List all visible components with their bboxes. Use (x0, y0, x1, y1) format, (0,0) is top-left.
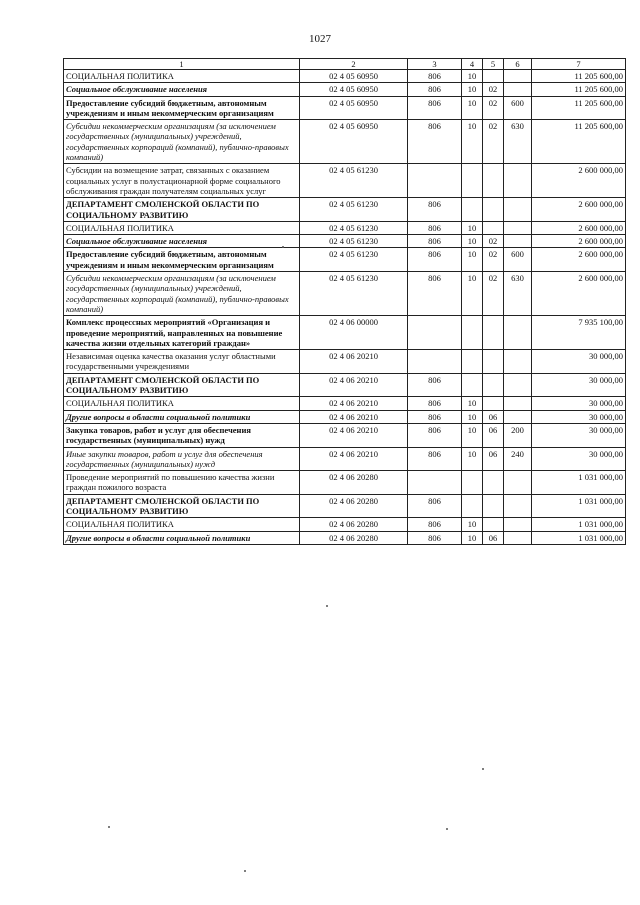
table-row (64, 471, 626, 495)
header-col-2: 2 (300, 59, 408, 70)
row-name-cell: Иные закупки товаров, работ и услуг для обеспечения государственных (муниципальных) нужд (64, 447, 300, 471)
header-col-7: 7 (532, 59, 626, 70)
row-amount-cell: 30 000,00 (532, 410, 626, 423)
header-col-3: 3 (408, 59, 462, 70)
row-col3-cell: 806 (408, 423, 462, 447)
table-row (64, 316, 626, 350)
row-code-cell: 02 4 06 20210 (300, 423, 408, 447)
row-name-cell: Социальное обслуживание населения (64, 83, 300, 96)
table-row (64, 447, 626, 471)
row-col4-cell: 10 (462, 221, 483, 234)
row-amount-cell: 30 000,00 (532, 350, 626, 374)
row-name-cell: СОЦИАЛЬНАЯ ПОЛИТИКА (64, 397, 300, 410)
row-code-cell: 02 4 06 20210 (300, 410, 408, 423)
row-col6-cell (504, 397, 532, 410)
row-col5-cell (483, 518, 504, 531)
row-amount-cell: 2 600 000,00 (532, 248, 626, 272)
table-row (64, 235, 626, 248)
row-col6-cell: 240 (504, 447, 532, 471)
row-col4-cell: 10 (462, 397, 483, 410)
row-name-cell: Другие вопросы в области социальной политики (64, 410, 300, 423)
row-col3-cell: 806 (408, 397, 462, 410)
row-amount-cell: 30 000,00 (532, 423, 626, 447)
page-number: 1027 (309, 33, 331, 45)
row-col5-cell: 02 (483, 120, 504, 164)
row-col3-cell (408, 164, 462, 198)
scan-speck (244, 870, 246, 872)
row-code-cell: 02 4 06 20280 (300, 531, 408, 544)
row-col4-cell (462, 198, 483, 222)
row-col4-cell: 10 (462, 96, 483, 120)
row-col3-cell: 806 (408, 96, 462, 120)
row-col3-cell: 806 (408, 272, 462, 316)
row-col6-cell: 200 (504, 423, 532, 447)
row-code-cell: 02 4 06 00000 (300, 316, 408, 350)
row-code-cell: 02 4 06 20280 (300, 518, 408, 531)
table-row (64, 272, 626, 316)
row-code-cell: 02 4 06 20210 (300, 373, 408, 397)
scan-speck (446, 828, 448, 830)
row-col5-cell (483, 164, 504, 198)
table-row (64, 221, 626, 234)
row-col5-cell (483, 198, 504, 222)
row-name-cell: Предоставление субсидий бюджетным, автономным учреждениям и иным некоммерческим организациям (64, 248, 300, 272)
row-col5-cell (483, 350, 504, 374)
row-name-cell: ДЕПАРТАМЕНТ СМОЛЕНСКОЙ ОБЛАСТИ ПО СОЦИАЛЬНОМУ РАЗВИТИЮ (64, 198, 300, 222)
table-row (64, 198, 626, 222)
row-amount-cell: 30 000,00 (532, 447, 626, 471)
scan-speck (108, 826, 110, 828)
table-row (64, 518, 626, 531)
row-code-cell: 02 4 05 61230 (300, 198, 408, 222)
row-col6-cell: 600 (504, 96, 532, 120)
table-row (64, 248, 626, 272)
row-col5-cell: 02 (483, 96, 504, 120)
row-col6-cell (504, 518, 532, 531)
row-name-cell: Независимая оценка качества оказания услуг областными государственными учреждениями (64, 350, 300, 374)
row-code-cell: 02 4 05 61230 (300, 221, 408, 234)
row-col4-cell: 10 (462, 248, 483, 272)
table-row (64, 531, 626, 544)
row-col4-cell (462, 471, 483, 495)
row-col6-cell (504, 164, 532, 198)
table-row (64, 164, 626, 198)
row-col5-cell: 06 (483, 447, 504, 471)
row-col6-cell (504, 410, 532, 423)
row-code-cell: 02 4 05 60950 (300, 70, 408, 83)
row-col4-cell: 10 (462, 518, 483, 531)
row-col4-cell: 10 (462, 83, 483, 96)
row-amount-cell: 30 000,00 (532, 373, 626, 397)
row-col5-cell: 02 (483, 272, 504, 316)
row-col5-cell: 02 (483, 248, 504, 272)
row-col5-cell (483, 471, 504, 495)
row-col3-cell: 806 (408, 83, 462, 96)
row-col3-cell: 806 (408, 518, 462, 531)
row-code-cell: 02 4 06 20210 (300, 447, 408, 471)
row-col3-cell (408, 316, 462, 350)
row-name-cell: СОЦИАЛЬНАЯ ПОЛИТИКА (64, 70, 300, 83)
row-amount-cell: 2 600 000,00 (532, 235, 626, 248)
row-code-cell: 02 4 05 61230 (300, 235, 408, 248)
row-col5-cell: 06 (483, 531, 504, 544)
row-amount-cell: 7 935 100,00 (532, 316, 626, 350)
table-row (64, 423, 626, 447)
row-col3-cell: 806 (408, 494, 462, 518)
row-code-cell: 02 4 05 60950 (300, 120, 408, 164)
row-name-cell: Другие вопросы в области социальной политики (64, 531, 300, 544)
row-col3-cell: 806 (408, 198, 462, 222)
row-col4-cell: 10 (462, 120, 483, 164)
table-row (64, 83, 626, 96)
scan-speck (482, 768, 484, 770)
row-code-cell: 02 4 06 20280 (300, 471, 408, 495)
row-name-cell: Закупка товаров, работ и услуг для обеспечения государственных (муниципальных) нужд (64, 423, 300, 447)
row-name-cell: Субсидии некоммерческим организациям (за исключением государственных (муниципальных) учреждений, государственных корпораций (компаний), публично-правовых компаний) (64, 272, 300, 316)
table-row (64, 397, 626, 410)
row-col6-cell: 630 (504, 272, 532, 316)
row-col5-cell (483, 221, 504, 234)
table-row (64, 96, 626, 120)
row-col6-cell (504, 235, 532, 248)
row-amount-cell: 11 205 600,00 (532, 96, 626, 120)
row-col5-cell (483, 397, 504, 410)
row-col6-cell: 600 (504, 248, 532, 272)
row-col5-cell: 06 (483, 410, 504, 423)
row-amount-cell: 2 600 000,00 (532, 221, 626, 234)
row-col4-cell: 10 (462, 70, 483, 83)
row-col4-cell: 10 (462, 235, 483, 248)
row-code-cell: 02 4 05 60950 (300, 83, 408, 96)
row-code-cell: 02 4 06 20210 (300, 350, 408, 374)
row-name-cell: Комплекс процессных мероприятий «Организация и проведение мероприятий, направленных на повышение качества жизни отдельных категорий граждан» (64, 316, 300, 350)
row-col3-cell (408, 471, 462, 495)
table-row (64, 70, 626, 83)
row-col3-cell: 806 (408, 410, 462, 423)
row-code-cell: 02 4 06 20280 (300, 494, 408, 518)
row-col4-cell (462, 350, 483, 374)
row-col5-cell (483, 70, 504, 83)
row-col3-cell: 806 (408, 373, 462, 397)
scan-speck (282, 246, 284, 248)
row-code-cell: 02 4 05 61230 (300, 248, 408, 272)
header-col-5: 5 (483, 59, 504, 70)
row-amount-cell: 1 031 000,00 (532, 471, 626, 495)
row-amount-cell: 11 205 600,00 (532, 70, 626, 83)
row-col6-cell (504, 198, 532, 222)
row-col6-cell: 630 (504, 120, 532, 164)
row-name-cell: СОЦИАЛЬНАЯ ПОЛИТИКА (64, 221, 300, 234)
row-col3-cell: 806 (408, 447, 462, 471)
row-amount-cell: 1 031 000,00 (532, 518, 626, 531)
row-amount-cell: 11 205 600,00 (532, 83, 626, 96)
row-amount-cell: 2 600 000,00 (532, 198, 626, 222)
row-col4-cell (462, 494, 483, 518)
row-name-cell: Социальное обслуживание населения (64, 235, 300, 248)
row-col4-cell: 10 (462, 531, 483, 544)
row-name-cell: ДЕПАРТАМЕНТ СМОЛЕНСКОЙ ОБЛАСТИ ПО СОЦИАЛЬНОМУ РАЗВИТИЮ (64, 494, 300, 518)
row-code-cell: 02 4 05 61230 (300, 272, 408, 316)
row-col6-cell (504, 471, 532, 495)
row-name-cell: Предоставление субсидий бюджетным, автономным учреждениям и иным некоммерческим организациям (64, 96, 300, 120)
budget-table (63, 58, 626, 545)
row-col6-cell (504, 316, 532, 350)
row-amount-cell: 1 031 000,00 (532, 531, 626, 544)
row-col6-cell (504, 494, 532, 518)
header-col-6: 6 (504, 59, 532, 70)
row-col6-cell (504, 531, 532, 544)
row-amount-cell: 1 031 000,00 (532, 494, 626, 518)
row-code-cell: 02 4 06 20210 (300, 397, 408, 410)
row-col5-cell (483, 494, 504, 518)
row-code-cell: 02 4 05 60950 (300, 96, 408, 120)
row-col3-cell (408, 350, 462, 374)
row-col5-cell (483, 373, 504, 397)
row-col5-cell: 02 (483, 235, 504, 248)
row-amount-cell: 2 600 000,00 (532, 164, 626, 198)
table-row (64, 494, 626, 518)
row-col4-cell (462, 373, 483, 397)
row-col6-cell (504, 83, 532, 96)
row-col4-cell: 10 (462, 410, 483, 423)
table-row (64, 120, 626, 164)
row-amount-cell: 2 600 000,00 (532, 272, 626, 316)
header-col-4: 4 (462, 59, 483, 70)
row-col3-cell: 806 (408, 248, 462, 272)
row-col3-cell: 806 (408, 221, 462, 234)
row-col3-cell: 806 (408, 70, 462, 83)
row-col5-cell: 02 (483, 83, 504, 96)
row-col6-cell (504, 350, 532, 374)
row-code-cell: 02 4 05 61230 (300, 164, 408, 198)
header-col-1: 1 (64, 59, 300, 70)
row-name-cell: ДЕПАРТАМЕНТ СМОЛЕНСКОЙ ОБЛАСТИ ПО СОЦИАЛЬНОМУ РАЗВИТИЮ (64, 373, 300, 397)
row-col4-cell: 10 (462, 447, 483, 471)
row-col3-cell: 806 (408, 235, 462, 248)
row-col6-cell (504, 373, 532, 397)
row-col3-cell: 806 (408, 120, 462, 164)
row-col5-cell: 06 (483, 423, 504, 447)
row-col4-cell (462, 316, 483, 350)
row-name-cell: Субсидии на возмещение затрат, связанных с оказанием социальных услуг в полустационарной форме социального обслуживания граждан получателям социальных услуг (64, 164, 300, 198)
row-col4-cell: 10 (462, 272, 483, 316)
row-col6-cell (504, 70, 532, 83)
row-name-cell: Субсидии некоммерческим организациям (за исключением государственных (муниципальных) учреждений, государственных корпораций (компаний), публично-правовых компаний) (64, 120, 300, 164)
row-col6-cell (504, 221, 532, 234)
table-row (64, 373, 626, 397)
row-col4-cell: 10 (462, 423, 483, 447)
row-amount-cell: 30 000,00 (532, 397, 626, 410)
row-name-cell: Проведение мероприятий по повышению качества жизни граждан пожилого возраста (64, 471, 300, 495)
scan-speck (326, 605, 328, 607)
row-amount-cell: 11 205 600,00 (532, 120, 626, 164)
header-row (64, 59, 626, 70)
table-row (64, 410, 626, 423)
row-name-cell: СОЦИАЛЬНАЯ ПОЛИТИКА (64, 518, 300, 531)
row-col3-cell: 806 (408, 531, 462, 544)
row-col4-cell (462, 164, 483, 198)
row-col5-cell (483, 316, 504, 350)
table-row (64, 350, 626, 374)
